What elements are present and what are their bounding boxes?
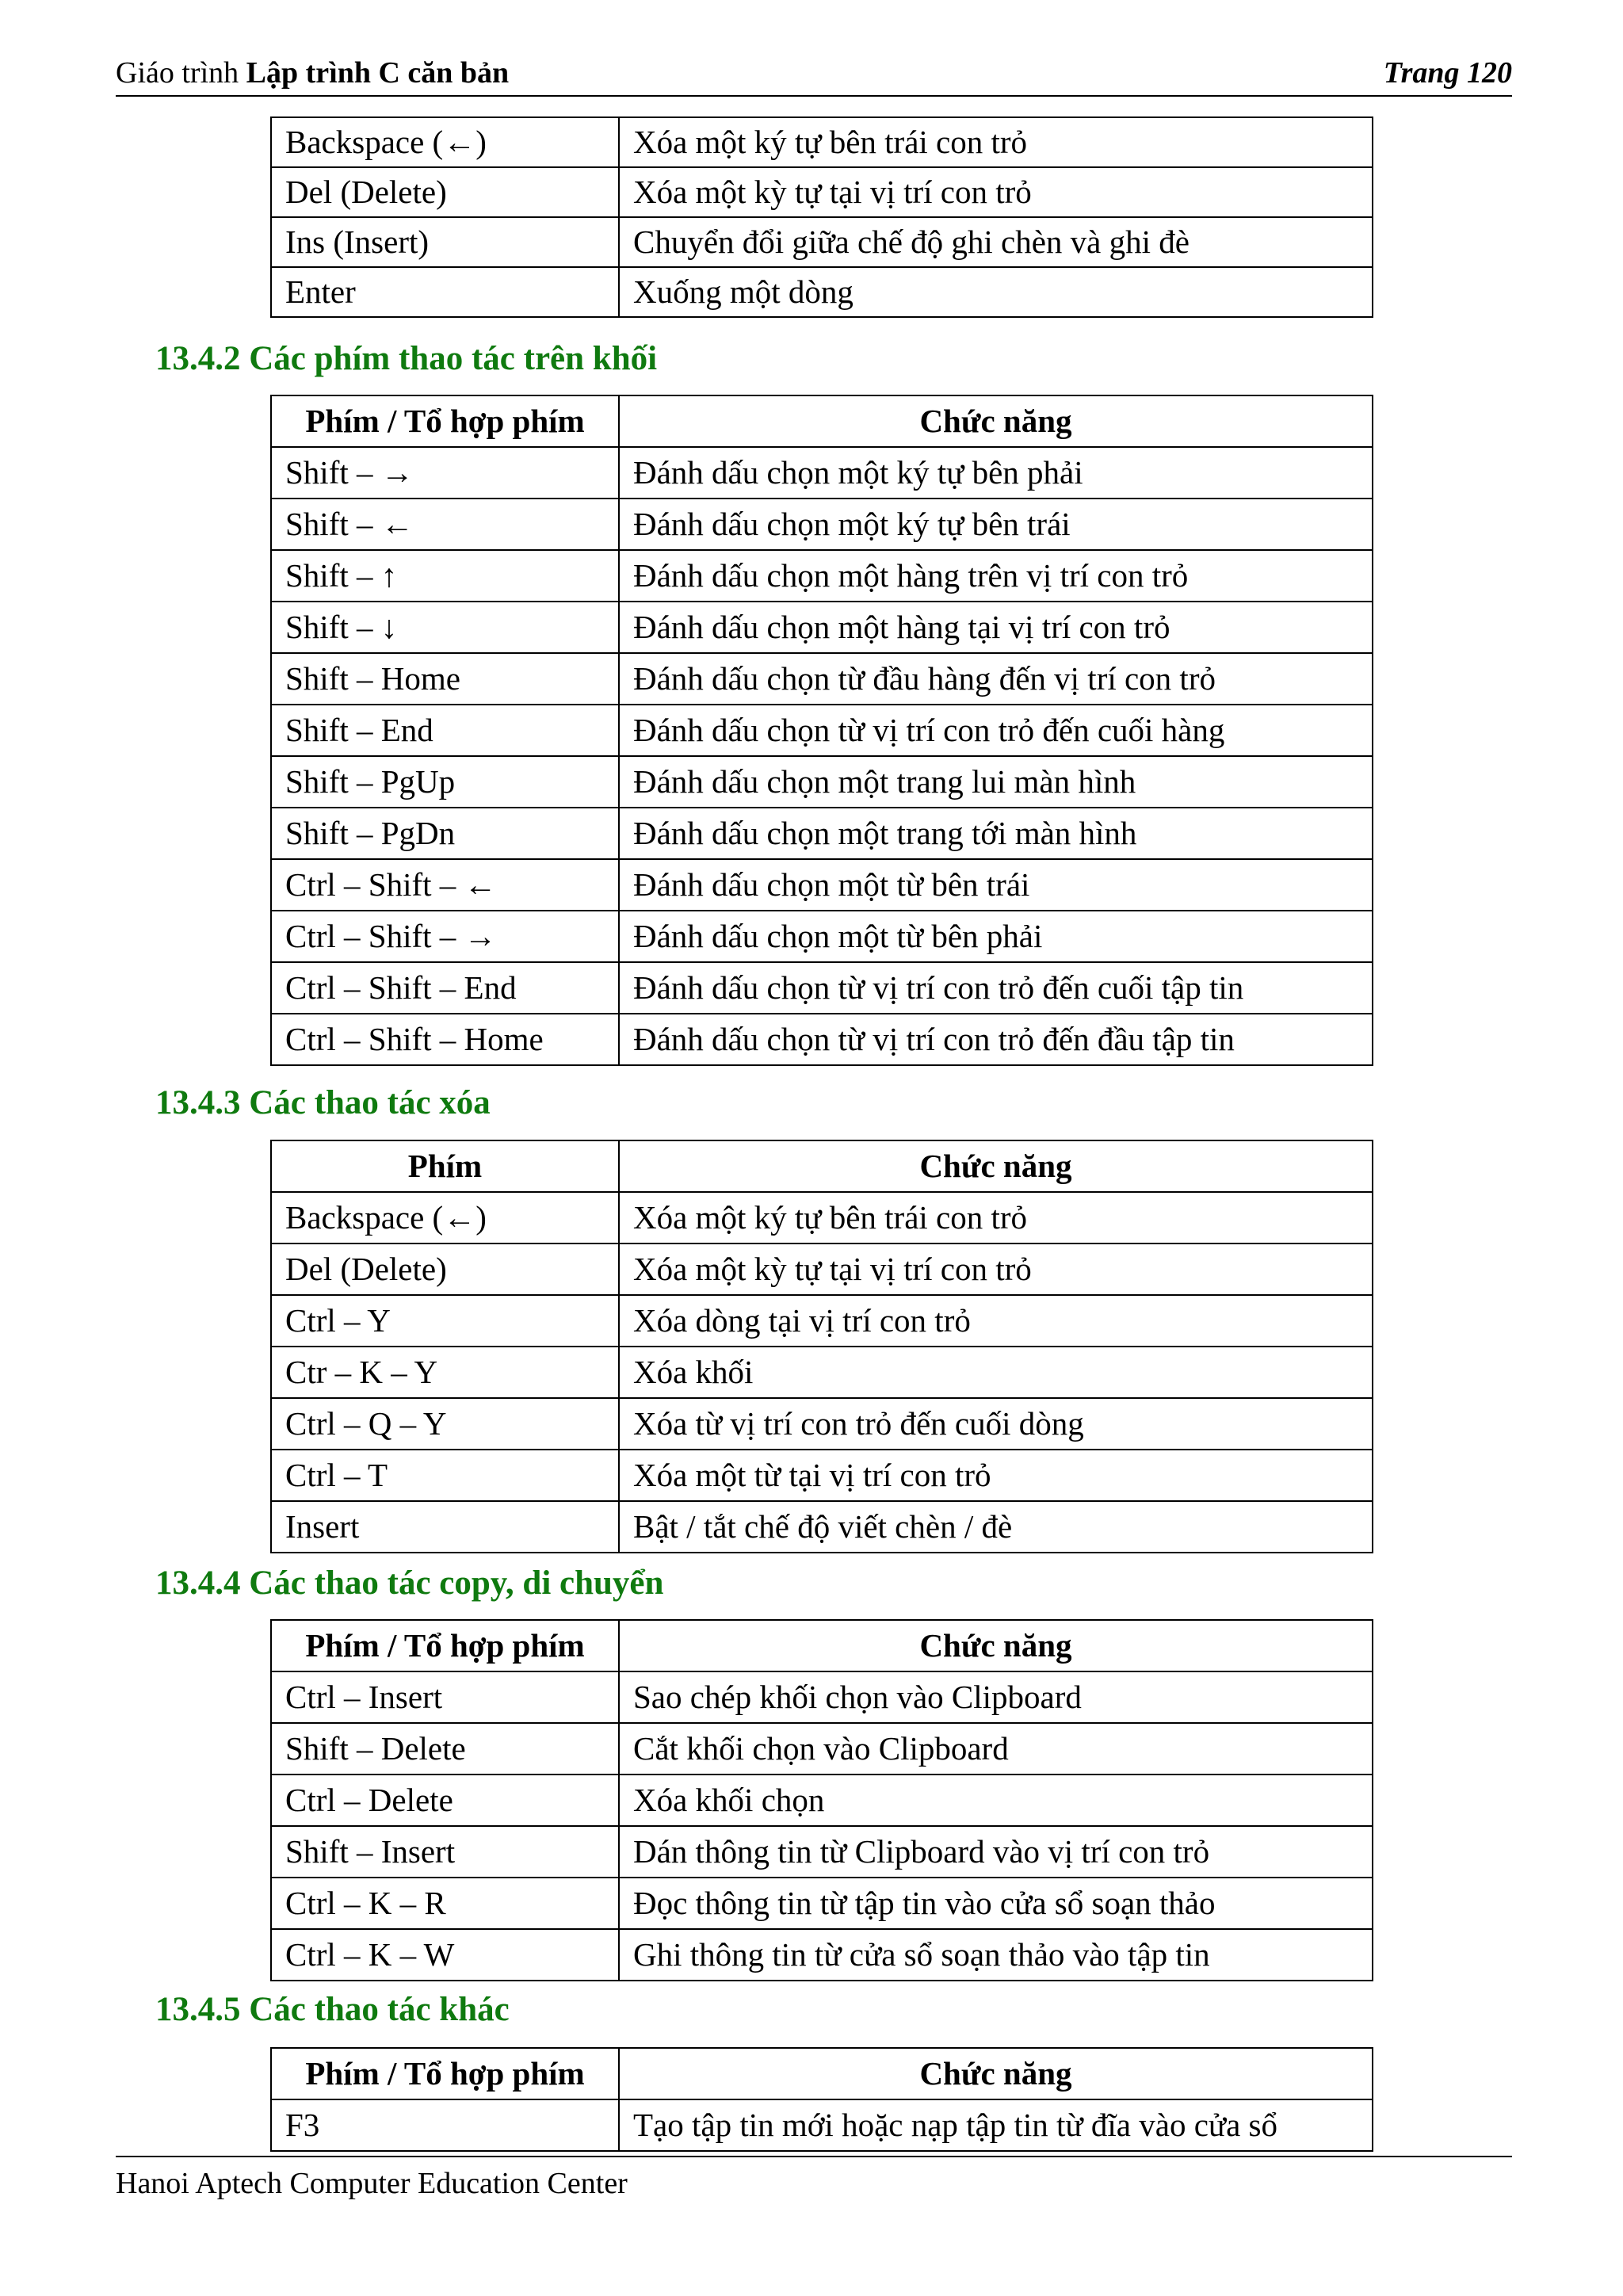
table-row [271,1295,1373,1347]
table-row [271,1775,1373,1826]
table-row [271,167,1373,217]
page-header [116,51,1512,97]
function-cell: Tạo tập tin mới hoặc nạp tập tin từ đĩa vào cửa sổ [619,2099,1373,2151]
key-cell: Shift – PgUp [271,756,619,808]
section-heading: 13.4.3 Các thao tác xóa [155,1084,491,1121]
table-row [271,117,1373,167]
key-cell: Shift – ↑ [271,550,619,602]
table-row [271,808,1373,859]
key-table-delete [270,1140,1373,1553]
key-cell: Shift – → [271,447,619,499]
key-cell: F3 [271,2099,619,2151]
column-header-key: Phím / Tổ hợp phím [271,1620,619,1671]
key-cell: Del (Delete) [271,167,619,217]
function-cell: Đánh dấu chọn một hàng trên vị trí con trỏ [619,550,1373,602]
function-cell: Đánh dấu chọn một từ bên phải [619,911,1373,962]
table-row [271,1671,1373,1723]
table-row [271,499,1373,550]
column-header-function: Chức năng [619,395,1373,447]
page-footer [116,2156,1512,2206]
function-cell: Cắt khối chọn vào Clipboard [619,1723,1373,1775]
function-cell: Xóa dòng tại vị trí con trỏ [619,1295,1373,1347]
table-row [271,1398,1373,1450]
function-cell: Ghi thông tin từ cửa sổ soạn thảo vào tập tin [619,1929,1373,1981]
key-cell: Ctrl – K – W [271,1929,619,1981]
table-row [271,1192,1373,1244]
table-header-row [271,1620,1373,1671]
function-cell: Sao chép khối chọn vào Clipboard [619,1671,1373,1723]
column-header-key: Phím [271,1140,619,1192]
table-row [271,1347,1373,1398]
key-table-block [270,395,1373,1066]
function-cell: Xóa khối [619,1347,1373,1398]
key-cell: Enter [271,267,619,317]
function-cell: Đánh dấu chọn từ vị trí con trỏ đến cuối tập tin [619,962,1373,1014]
section-heading: 13.4.5 Các thao tác khác [155,1991,510,2028]
key-cell: Shift – Home [271,653,619,705]
table-row [271,1826,1373,1878]
table-row [271,705,1373,756]
key-cell: Ctrl – K – R [271,1878,619,1929]
function-cell: Đánh dấu chọn từ vị trí con trỏ đến đầu tập tin [619,1014,1373,1065]
table-row [271,447,1373,499]
key-cell: Ctrl – Shift – → [271,911,619,962]
header-title [116,51,509,95]
key-cell: Shift – Delete [271,1723,619,1775]
function-cell: Xóa một kỳ tự tại vị trí con trỏ [619,167,1373,217]
footer-text: Hanoi Aptech Computer Education Center [116,2167,628,2200]
table-header-row [271,395,1373,447]
key-cell: Ctr – K – Y [271,1347,619,1398]
key-cell: Shift – ← [271,499,619,550]
table-row [271,1723,1373,1775]
column-header-function: Chức năng [619,1620,1373,1671]
table-row [271,550,1373,602]
table-row [271,1244,1373,1295]
table-row [271,1501,1373,1553]
key-table-continued [270,117,1373,318]
function-cell: Xóa một ký tự bên trái con trỏ [619,117,1373,167]
function-cell: Dán thông tin từ Clipboard vào vị trí con trỏ [619,1826,1373,1878]
function-cell: Đánh dấu chọn từ vị trí con trỏ đến cuối hàng [619,705,1373,756]
table-header-row [271,2048,1373,2099]
key-cell: Ctrl – T [271,1450,619,1501]
function-cell: Xuống một dòng [619,267,1373,317]
header-book-title: Lập trình C căn bản [246,56,510,90]
key-cell: Ins (Insert) [271,217,619,267]
key-cell: Backspace (←) [271,117,619,167]
header-prefix: Giáo trình [116,56,246,90]
header-page-number: Trang 120 [1383,56,1512,90]
table-row [271,911,1373,962]
function-cell: Xóa khối chọn [619,1775,1373,1826]
key-table-copy-move [270,1619,1373,1981]
key-cell: Ctrl – Shift – Home [271,1014,619,1065]
key-cell: Ctrl – Shift – End [271,962,619,1014]
key-cell: Ctrl – Shift – ← [271,859,619,911]
function-cell: Xóa một ký tự bên trái con trỏ [619,1192,1373,1244]
key-cell: Shift – ↓ [271,602,619,653]
function-cell: Đánh dấu chọn một ký tự bên trái [619,499,1373,550]
column-header-key: Phím / Tổ hợp phím [271,2048,619,2099]
key-cell: Ctrl – Insert [271,1671,619,1723]
function-cell: Đánh dấu chọn một trang lui màn hình [619,756,1373,808]
section-heading: 13.4.2 Các phím thao tác trên khối [155,340,658,377]
table-row [271,859,1373,911]
function-cell: Đánh dấu chọn một trang tới màn hình [619,808,1373,859]
table-row [271,2099,1373,2151]
key-table-other [270,2047,1373,2152]
key-cell: Ctrl – Delete [271,1775,619,1826]
function-cell: Xóa một kỳ tự tại vị trí con trỏ [619,1244,1373,1295]
table-row [271,1929,1373,1981]
function-cell: Đánh dấu chọn một hàng tại vị trí con trỏ [619,602,1373,653]
column-header-key: Phím / Tổ hợp phím [271,395,619,447]
function-cell: Đọc thông tin từ tập tin vào cửa sổ soạn thảo [619,1878,1373,1929]
key-cell: Del (Delete) [271,1244,619,1295]
function-cell: Bật / tắt chế độ viết chèn / đè [619,1501,1373,1553]
column-header-function: Chức năng [619,2048,1373,2099]
table-row [271,1014,1373,1065]
function-cell: Chuyển đổi giữa chế độ ghi chèn và ghi đè [619,217,1373,267]
function-cell: Đánh dấu chọn một ký tự bên phải [619,447,1373,499]
table-row [271,602,1373,653]
key-cell: Ctrl – Y [271,1295,619,1347]
table-row [271,267,1373,317]
table-row [271,962,1373,1014]
key-cell: Shift – End [271,705,619,756]
table-row [271,1878,1373,1929]
function-cell: Xóa từ vị trí con trỏ đến cuối dòng [619,1398,1373,1450]
function-cell: Xóa một từ tại vị trí con trỏ [619,1450,1373,1501]
table-row [271,217,1373,267]
key-cell: Ctrl – Q – Y [271,1398,619,1450]
function-cell: Đánh dấu chọn một từ bên trái [619,859,1373,911]
table-row [271,1450,1373,1501]
table-row [271,653,1373,705]
section-heading: 13.4.4 Các thao tác copy, di chuyển [155,1564,664,1602]
key-cell: Shift – Insert [271,1826,619,1878]
column-header-function: Chức năng [619,1140,1373,1192]
key-cell: Shift – PgDn [271,808,619,859]
key-cell: Insert [271,1501,619,1553]
key-cell: Backspace (←) [271,1192,619,1244]
table-row [271,756,1373,808]
function-cell: Đánh dấu chọn từ đầu hàng đến vị trí con trỏ [619,653,1373,705]
table-header-row [271,1140,1373,1192]
